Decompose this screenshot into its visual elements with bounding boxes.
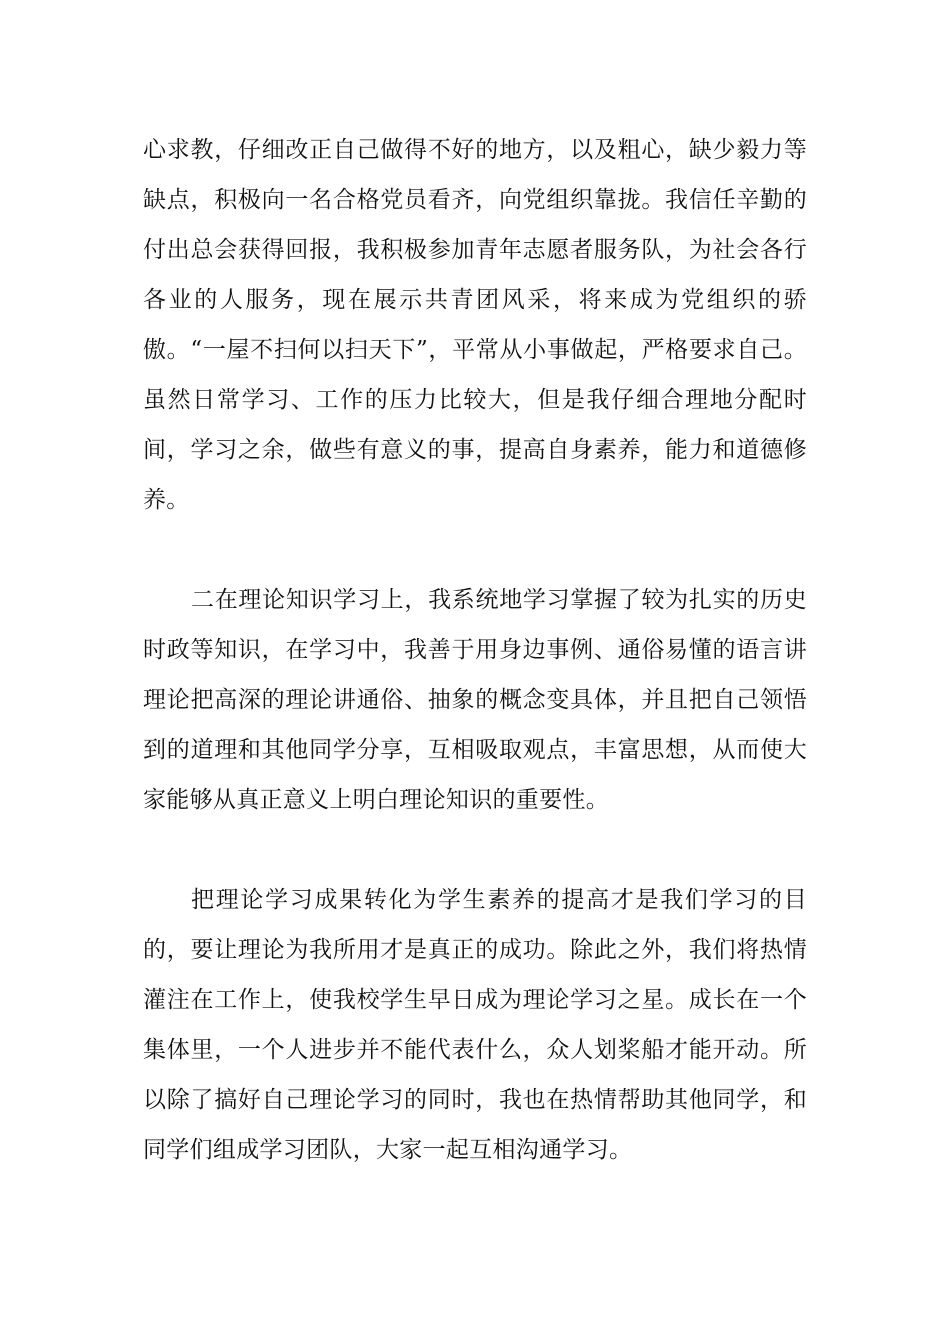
paragraph-theory-application: 把理论学习成果转化为学生素养的提高才是我们学习的目的，要让理论为我所用才是真正的成功。除此之外，我们将热情灌注在工作上，使我校学生早日成为理论学习之星。成长在一个集体里，一个人进步并不能代表什么，众人划桨船才能开动。所以除了搞好自己理论学习的同时，我也在热情帮助其他同学，和同学们组成学习团队，大家一起互相沟通学习。 [143,887,807,1163]
paragraph-theory-study: 二在理论知识学习上，我系统地学习掌握了较为扎实的历史时政等知识，在学习中，我善于用身边事例、通俗易懂的语言讲理论把高深的理论讲通俗、抽象的概念变具体，并且把自己领悟到的道理和其他同学分享，互相吸取观点，丰富思想，从而使大家能够从真正意义上明白理论知识的重要性。 [143,587,807,813]
document-page [143,125,807,1175]
paragraph-continued: 心求教，仔细改正自己做得不好的地方，以及粗心，缺少毅力等缺点，积极向一名合格党员看齐，向党组织靠拢。我信任辛勤的付出总会获得回报，我积极参加青年志愿者服务队，为社会各行各业的人服务，现在展示共青团风采，将来成为党组织的骄傲。“一屋不扫何以扫天下”，平常从小事做起，严格要求自己。虽然日常学习、工作的压力比较大，但是我仔细合理地分配时间，学习之余，做些有意义的事，提高自身素养，能力和道德修养。 [143,137,807,513]
